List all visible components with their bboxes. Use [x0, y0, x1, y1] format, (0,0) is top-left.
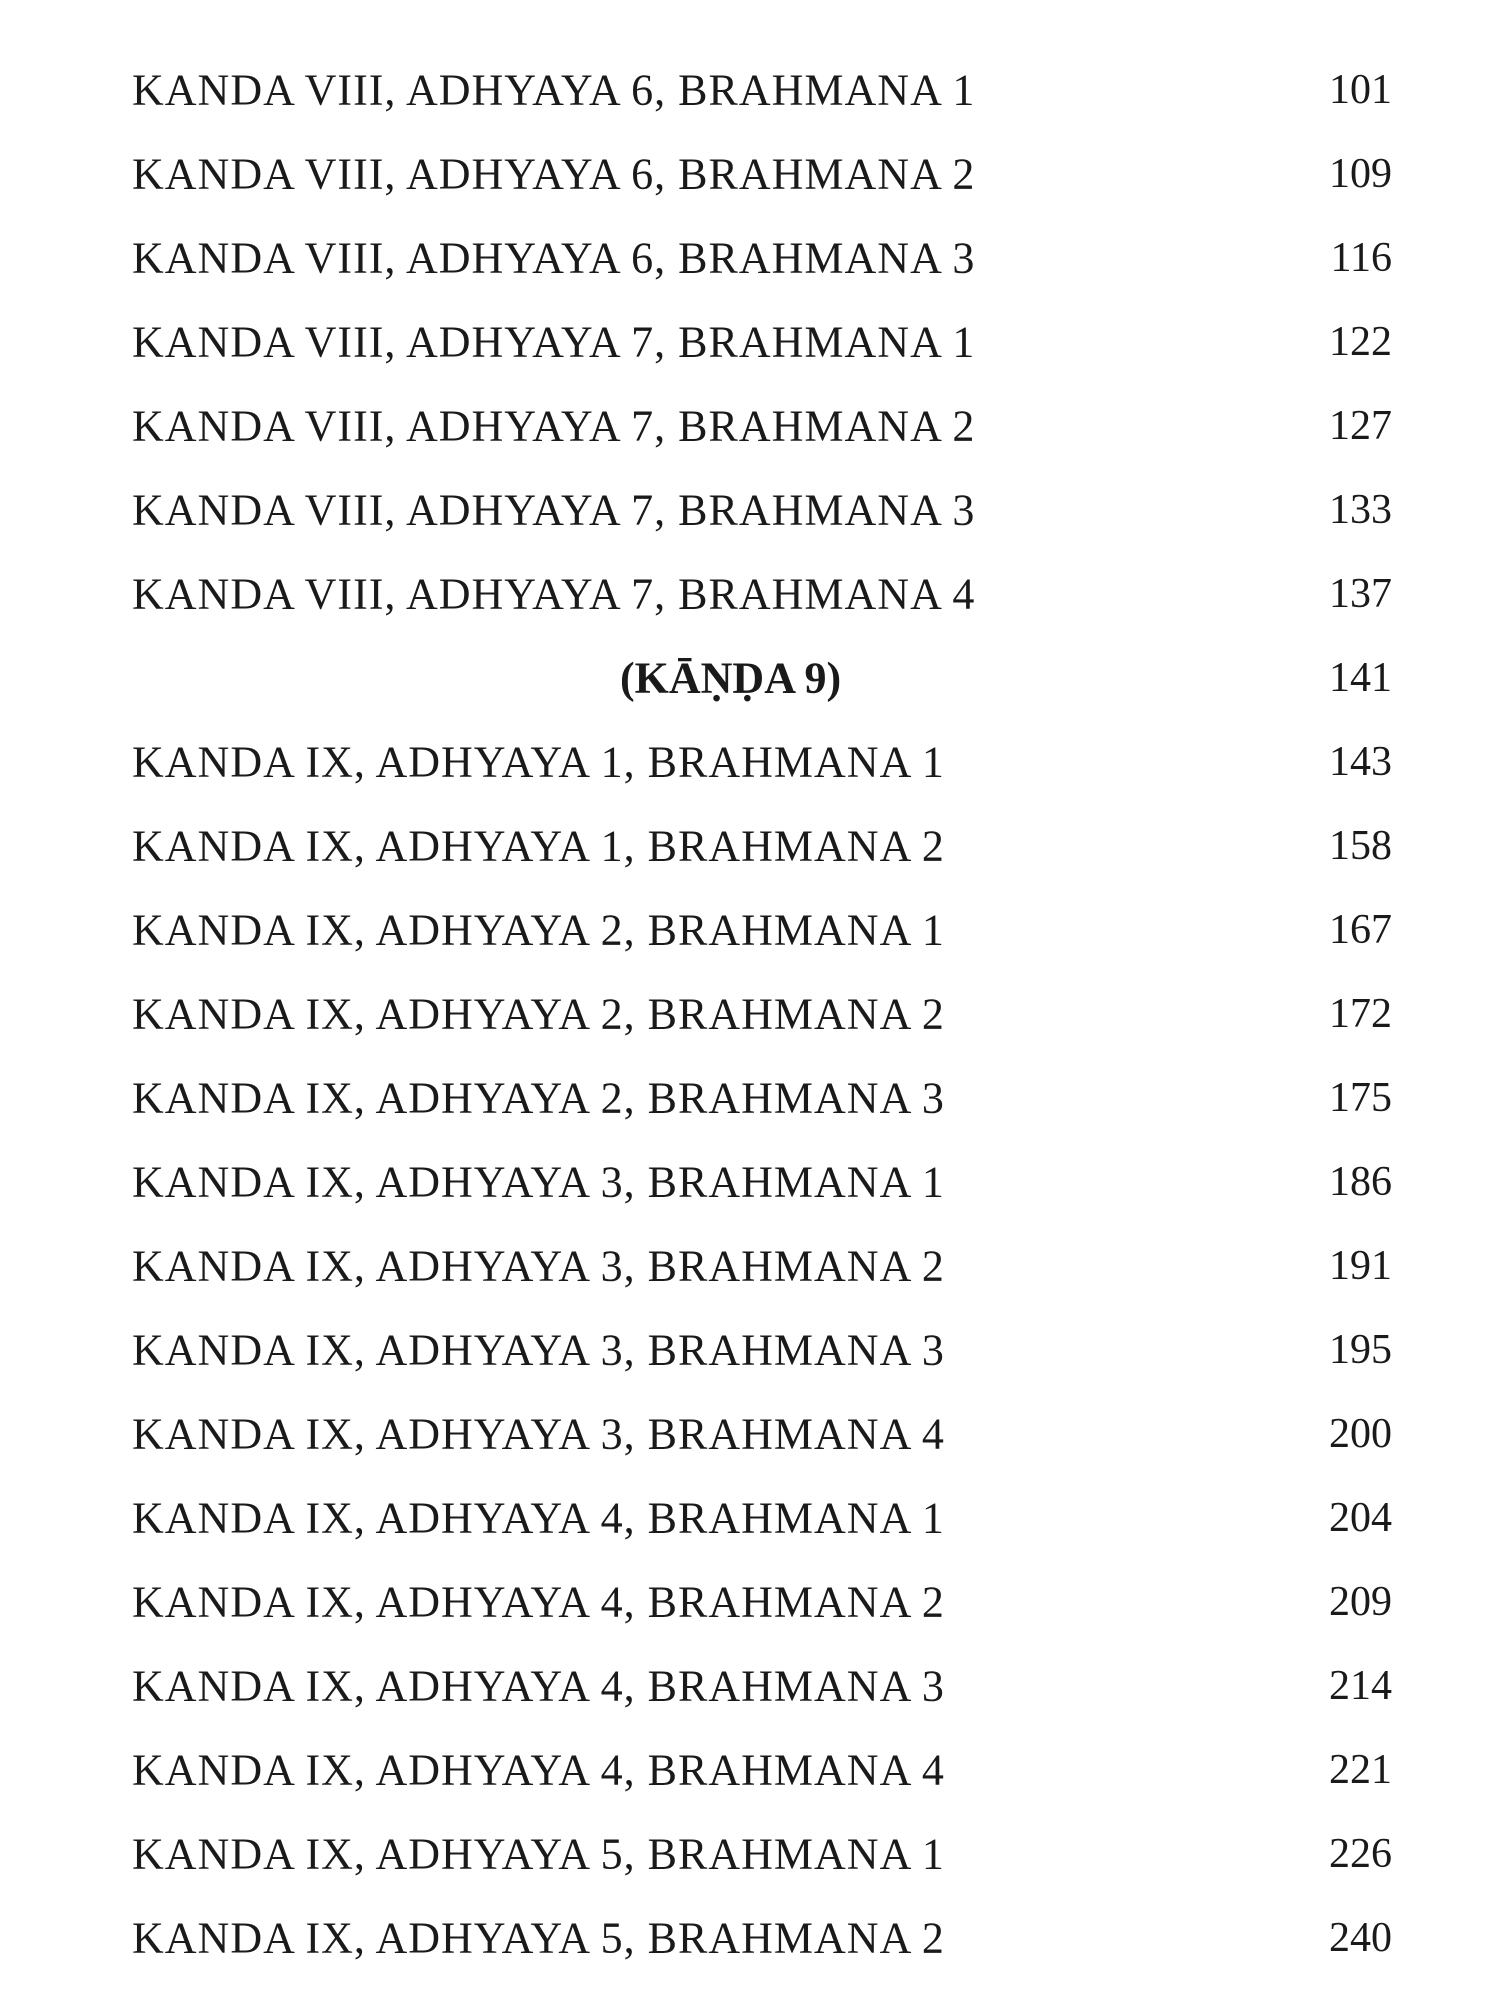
toc-entry-page: 204 [1329, 1495, 1392, 1541]
toc-entry [0, 1056, 1500, 1140]
toc-entry [0, 300, 1500, 384]
toc-entry-title: KANDA VIII, ADHYAYA 6, BRAHMANA 2 [132, 149, 976, 199]
toc-entry-page: 127 [1329, 403, 1392, 449]
toc-entry [0, 132, 1500, 216]
toc-entry [0, 720, 1500, 804]
toc-entry-page: 240 [1329, 1915, 1392, 1961]
toc-entry-title: KANDA IX, ADHYAYA 3, BRAHMANA 1 [132, 1157, 945, 1207]
toc-entry-page: 122 [1329, 319, 1392, 365]
toc-entry-title: KANDA IX, ADHYAYA 1, BRAHMANA 1 [132, 737, 945, 787]
toc-entry-page: 167 [1329, 907, 1392, 953]
toc-entry-title: KANDA IX, ADHYAYA 2, BRAHMANA 3 [132, 1073, 945, 1123]
toc-entry-title: KANDA IX, ADHYAYA 4, BRAHMANA 2 [132, 1577, 945, 1627]
toc-entry-page: 158 [1329, 823, 1392, 869]
toc-entry-page: 221 [1329, 1747, 1392, 1793]
toc-entry [0, 1392, 1500, 1476]
section-page: 141 [1329, 655, 1392, 701]
toc-entry [0, 468, 1500, 552]
toc-entry [0, 384, 1500, 468]
toc-entry [0, 888, 1500, 972]
toc-entry [0, 804, 1500, 888]
toc-entry-page: 200 [1329, 1411, 1392, 1457]
toc-entry-title: KANDA VIII, ADHYAYA 6, BRAHMANA 1 [132, 65, 976, 115]
toc-entry [0, 1308, 1500, 1392]
toc-entry [0, 48, 1500, 132]
toc-entry [0, 1728, 1500, 1812]
toc-entry-title: KANDA VIII, ADHYAYA 7, BRAHMANA 3 [132, 485, 976, 535]
toc-entry-page: 116 [1330, 235, 1392, 281]
toc-entry [0, 552, 1500, 636]
toc-entry-title: KANDA VIII, ADHYAYA 6, BRAHMANA 3 [132, 233, 976, 283]
toc-entry [0, 1644, 1500, 1728]
toc-entry-page: 109 [1329, 151, 1392, 197]
toc-entry-page: 226 [1329, 1831, 1392, 1877]
toc-entry-page: 209 [1329, 1579, 1392, 1625]
toc-entry-title: KANDA IX, ADHYAYA 2, BRAHMANA 2 [132, 989, 945, 1039]
toc-entry-title: KANDA IX, ADHYAYA 4, BRAHMANA 1 [132, 1493, 945, 1543]
toc-entry [0, 1224, 1500, 1308]
toc-entry-title: KANDA VIII, ADHYAYA 7, BRAHMANA 2 [132, 401, 976, 451]
toc-entry [0, 1140, 1500, 1224]
toc-entry-title: KANDA VIII, ADHYAYA 7, BRAHMANA 1 [132, 317, 976, 367]
toc-entry-title: KANDA IX, ADHYAYA 1, BRAHMANA 2 [132, 821, 945, 871]
toc-entry-title: KANDA IX, ADHYAYA 5, BRAHMANA 1 [132, 1829, 945, 1879]
toc-entry-title: KANDA IX, ADHYAYA 4, BRAHMANA 3 [132, 1661, 945, 1711]
toc-entry [0, 1896, 1500, 1980]
toc-entry-page: 186 [1329, 1159, 1392, 1205]
toc-entry-page: 101 [1329, 67, 1392, 113]
toc-entry-title: KANDA IX, ADHYAYA 4, BRAHMANA 4 [132, 1745, 945, 1795]
toc-entry [0, 216, 1500, 300]
section-title: (KĀṆḌA 9) [620, 653, 842, 703]
toc-entry-page: 133 [1329, 487, 1392, 533]
toc-entry-page: 172 [1329, 991, 1392, 1037]
toc-entry-title: KANDA IX, ADHYAYA 2, BRAHMANA 1 [132, 905, 945, 955]
toc-entry-page: 143 [1329, 739, 1392, 785]
toc-entry [0, 1812, 1500, 1896]
toc-entry [0, 1476, 1500, 1560]
toc-entry-title: KANDA IX, ADHYAYA 3, BRAHMANA 3 [132, 1325, 945, 1375]
toc-entry-page: 191 [1329, 1243, 1392, 1289]
toc-entry-title: KANDA VIII, ADHYAYA 7, BRAHMANA 4 [132, 569, 976, 619]
toc-section-heading [0, 636, 1500, 720]
toc-entry [0, 972, 1500, 1056]
toc-entry-page: 175 [1329, 1075, 1392, 1121]
toc-entry-title: KANDA IX, ADHYAYA 3, BRAHMANA 2 [132, 1241, 945, 1291]
toc-entry-page: 137 [1329, 571, 1392, 617]
toc-entry-page: 214 [1329, 1663, 1392, 1709]
toc-entry [0, 1560, 1500, 1644]
toc-entry-title: KANDA IX, ADHYAYA 3, BRAHMANA 4 [132, 1409, 945, 1459]
toc-entry-title: KANDA IX, ADHYAYA 5, BRAHMANA 2 [132, 1913, 945, 1963]
toc-entry-page: 195 [1329, 1327, 1392, 1373]
